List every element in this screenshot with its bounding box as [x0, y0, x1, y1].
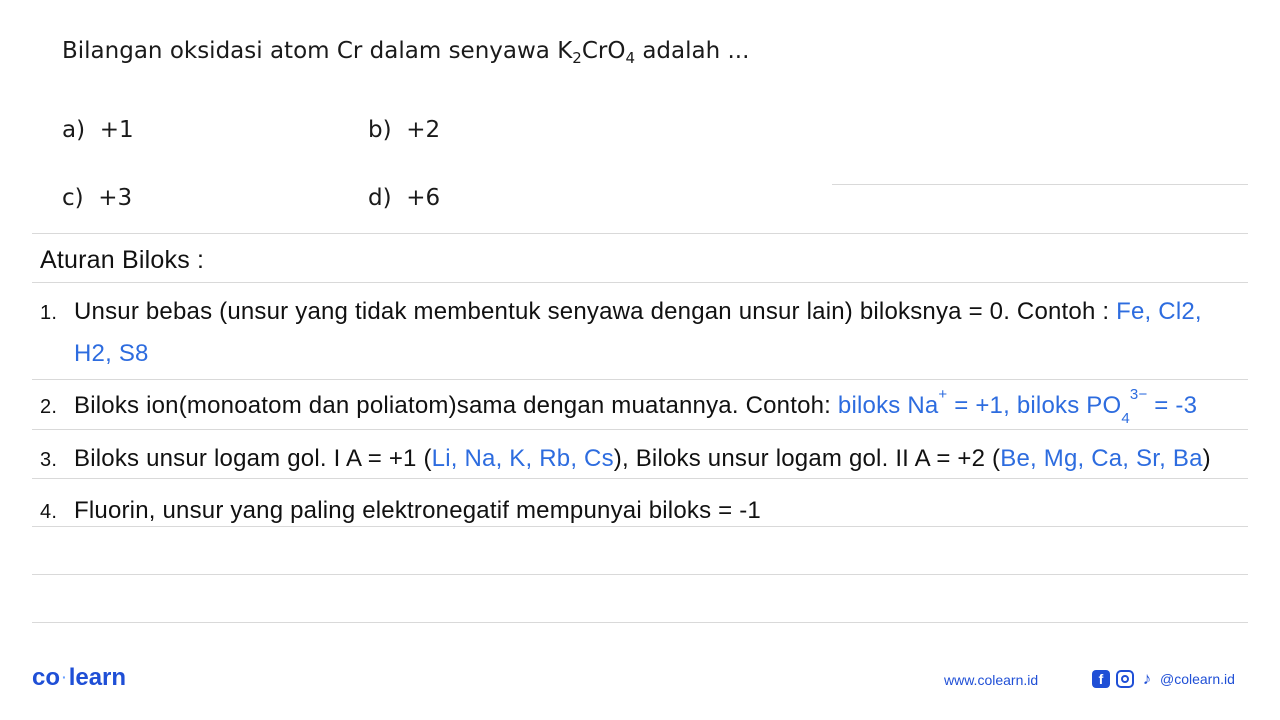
question-text: Bilangan oksidasi atom Cr dalam senyawa $K_2CrO_4$ adalah ... — [62, 38, 750, 67]
tiktok-icon[interactable]: ♪ — [1142, 669, 1152, 688]
ruled-line — [832, 184, 1248, 185]
instagram-icon[interactable] — [1116, 670, 1134, 688]
social-links — [1092, 668, 1235, 690]
ruled-line — [32, 526, 1248, 527]
ruled-line — [32, 622, 1248, 623]
rule-1: 1. Unsur bebas (unsur yang tidak membentuk senyawa dengan unsur lain) biloksnya = 0. Contoh : Fe, Cl2, — [40, 298, 1202, 325]
option-c[interactable]: c) +3 — [62, 185, 133, 211]
option-a[interactable]: a) +1 — [62, 117, 134, 143]
rule-1-examples: Fe, Cl2, — [1116, 298, 1202, 325]
rule-2: 2. Biloks ion(monoatom dan poliatom)sama dengan muatannya. Contoh: biloks Na+ = +1, biloks $PO_4^{3-} = -3$ — [40, 386, 1198, 427]
option-d[interactable]: d) +6 — [368, 185, 441, 211]
ruled-line — [32, 429, 1248, 430]
rule-4: 4. Fluorin, unsur yang paling elektronegatif mempunyai biloks = -1 — [40, 497, 761, 524]
ruled-line — [32, 478, 1248, 479]
facebook-icon[interactable]: f — [1092, 670, 1110, 688]
ruled-line — [32, 233, 1248, 234]
option-b[interactable]: b) +2 — [368, 117, 441, 143]
notes-heading: Aturan Biloks : — [40, 246, 205, 274]
ruled-line — [32, 282, 1248, 283]
rule-1-examples-cont: H2, S8 — [74, 340, 149, 367]
ruled-line — [32, 574, 1248, 575]
colearn-logo[interactable]: co ·learn — [32, 664, 127, 691]
website-link[interactable]: www.colearn.id — [944, 672, 1039, 688]
ruled-line — [32, 379, 1248, 380]
rule-3: 3. Biloks unsur logam gol. I A = +1 (Li, Na, K, Rb, Cs), Biloks unsur logam gol. II A = +2 (Be, Mg, Ca, Sr, Ba) — [40, 445, 1211, 472]
social-handle[interactable]: @colearn.id — [1160, 671, 1235, 687]
